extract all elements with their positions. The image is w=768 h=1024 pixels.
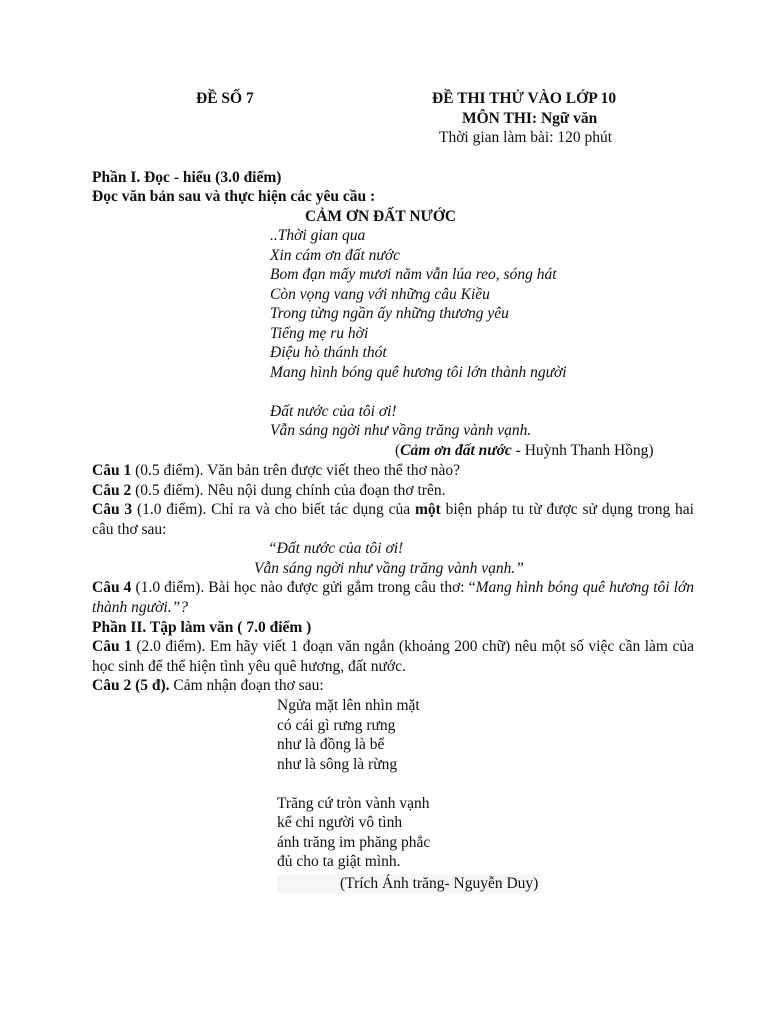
exam-subject [462, 109, 597, 129]
question-4 [92, 578, 694, 617]
part1-heading: Phần I. Đọc - hiểu (3.0 điểm) [92, 169, 282, 186]
poem-line: Điệu hò thánh thót [270, 344, 387, 361]
exam-title: ĐỀ THI THỬ VÀO LỚP 10 [432, 90, 617, 107]
q1-text: (0.5 điểm). Văn bản trên được viết theo thể thơ nào? [131, 462, 461, 479]
poem-line: Vẫn sáng ngời như vầng trăng vành vạnh. [270, 422, 532, 439]
subject-label: MÔN THI: [462, 110, 538, 127]
q3-bold: một [414, 501, 441, 518]
poem-line: Mang hình bóng quê hương tôi lớn thành người [270, 363, 567, 381]
q2-text: (0.5 điểm). Nêu nội dung chính của đoạn thơ trên. [131, 482, 446, 499]
poem-source [395, 441, 654, 461]
subject-name: Ngữ văn [540, 110, 598, 127]
question-3 [92, 500, 694, 539]
source-open: ( [395, 442, 401, 459]
poem-block [270, 226, 567, 441]
source-title: Cảm ơn đất nước [400, 442, 512, 459]
poem2-line: có cái gì rưng rưng [277, 716, 396, 734]
part2-question-2 [92, 676, 324, 696]
question-2 [92, 481, 445, 501]
p2-q2-text: Cảm nhận đoạn thơ sau: [169, 677, 324, 694]
q3-quote-1: “Đất nước của tôi ơi! [268, 540, 404, 557]
poem2-line: đủ cho ta giật mình. [277, 853, 401, 870]
question-1 [92, 461, 460, 481]
exam-number: ĐỀ SỐ 7 [196, 90, 254, 107]
q4-text: (1.0 điểm). Bài học nào được gửi gắm trong câu thơ: “ [131, 579, 476, 596]
source-author: - Huỳnh Thanh Hồng) [511, 442, 654, 459]
q4-label: Câu 4 [92, 579, 132, 596]
poem-line: Còn vọng vang với những câu Kiều [270, 285, 490, 303]
poem2-line [277, 774, 430, 794]
poem-line: Tiếng mẹ ru hời [270, 324, 369, 342]
poem-line: Bom đạn mấy mươi năm vẫn lúa reo, sóng hát [270, 266, 557, 283]
part2-heading: Phần II. Tập làm văn ( 7.0 điểm ) [92, 619, 312, 636]
part2-question-1 [92, 637, 694, 676]
p2-q2-label: Câu 2 (5 đ). [92, 677, 170, 694]
poem-line: Đất nước của tôi ơi! [270, 402, 397, 420]
poem2-line: kể chi người vô tình [277, 814, 403, 831]
poem2-line: Trăng cứ tròn vành vạnh [277, 794, 430, 812]
q3-text-a: (1.0 điểm). Chỉ ra và cho biết tác dụng của [132, 501, 415, 518]
q4-quote: Mang hình bóng quê hương tôi lớn thành người.”? [92, 579, 694, 616]
poem-line [270, 382, 567, 402]
q2-label: Câu 2 [92, 482, 132, 499]
exam-time: Thời gian làm bài: 120 phút [439, 129, 613, 146]
q3-quote-2: Vẫn sáng ngời như vầng trăng vành vạnh.” [254, 560, 524, 577]
q1-label: Câu 1 [92, 462, 132, 479]
poem2-line: như là đồng là bể [277, 736, 385, 753]
part1-instruction: Đọc văn bản sau và thực hiện các yêu cầu : [92, 188, 376, 205]
poem2-block [277, 696, 430, 872]
poem2-line: ánh trăng im phăng phắc [277, 833, 431, 851]
p2-q1-label: Câu 1 [92, 638, 132, 655]
p2-q1-text: (2.0 điểm). Em hãy viết 1 đoạn văn ngắn (khoảng 200 chữ) nêu một số việc cần làm của học sinh để thể hiện tình yêu quê hương, đất nước. [92, 638, 694, 675]
poem-line: Trong từng ngần ấy những thương yêu [270, 305, 509, 322]
poem2-source: (Trích Ánh trăng- Nguyễn Duy) [277, 874, 542, 894]
poem-line: ..Thời gian qua [270, 227, 366, 244]
poem2-line: như là sông là rừng [277, 755, 398, 773]
poem2-line: Ngửa mặt lên nhìn mặt [277, 697, 420, 714]
q3-text-b: biện pháp tu từ được sử dụng trong hai câu thơ sau: [92, 501, 694, 538]
q3-label: Câu 3 [92, 501, 133, 518]
poem-title: CẢM ƠN ĐẤT NƯỚC [305, 208, 457, 225]
poem-line: Xin cám ơn đất nước [270, 246, 401, 264]
